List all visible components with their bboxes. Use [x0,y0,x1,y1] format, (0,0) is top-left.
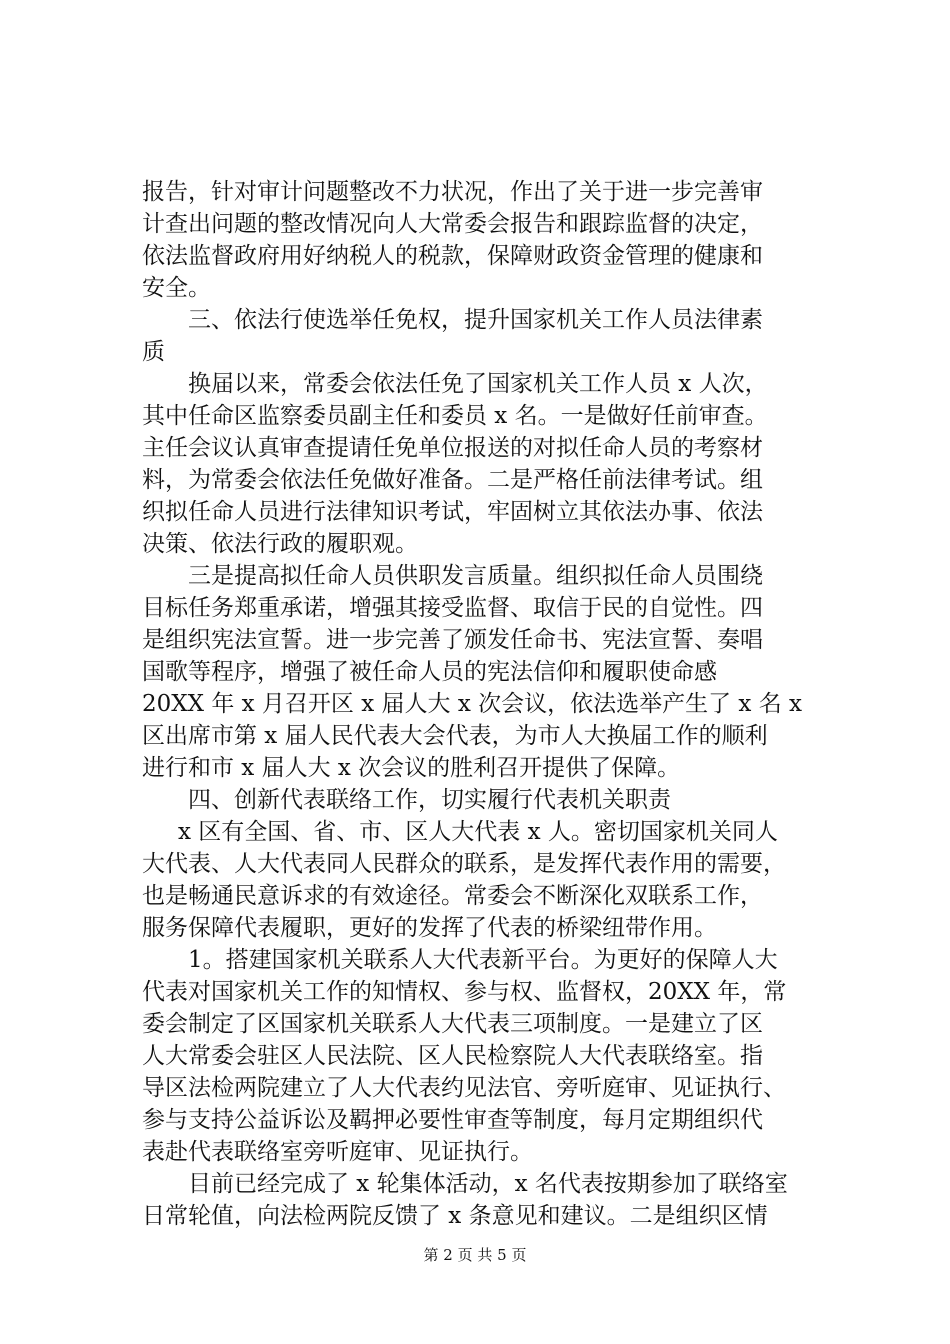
text-line: 导区法检两院建立了人大代表约见法官、旁听庭审、见证执行、 [142,1075,786,1101]
text-line: 区出席市第 x 届人民代表大会代表，为市人大换届工作的顺利 [142,723,768,749]
text-line: 目标任务郑重承诺，增强其接受监督、取信于民的自觉性。四 [142,595,763,621]
text-line: 进行和市 x 届人大 x 次会议的胜利召开提供了保障。 [142,755,681,781]
text-line: 服务保障代表履职，更好的发挥了代表的桥梁纽带作用。 [142,915,717,941]
text-line: x 区有全国、省、市、区人大代表 x 人。密切国家机关同人 [178,819,778,845]
text-line: 换届以来，常委会依法任免了国家机关工作人员 x 人次， [188,371,768,397]
section-heading: 三、依法行使选举任免权，提升国家机关工作人员法律素 [188,307,763,333]
text-line: 1。搭建国家机关联系人大代表新平台。为更好的保障人大 [188,947,778,973]
text-line: 三是提高拟任命人员供职发言质量。组织拟任命人员围绕 [188,563,763,589]
text-line: 参与支持公益诉讼及羁押必要性审查等制度，每月定期组织代 [142,1107,763,1133]
text-line: 大代表、人大代表同人民群众的联系，是发挥代表作用的需要， [142,851,786,877]
text-line: 也是畅通民意诉求的有效途径。常委会不断深化双联系工作， [142,883,763,909]
text-line: 报告，针对审计问题整改不力状况，作出了关于进一步完善审 [142,179,763,205]
text-line: 织拟任命人员进行法律知识考试，牢固树立其依法办事、依法 [142,499,763,525]
text-line: 料，为常委会依法任免做好准备。二是严格任前法律考试。组 [142,467,763,493]
text-line: 国歌等程序，增强了被任命人员的宪法信仰和履职使命感 [142,659,717,685]
text-line: 依法监督政府用好纳税人的税款，保障财政资金管理的健康和 [142,243,763,269]
section-heading-continued: 质 [142,339,165,365]
text-line: 日常轮值，向法检两院反馈了 x 条意见和建议。二是组织区情 [142,1203,768,1229]
text-line: 委会制定了区国家机关联系人大代表三项制度。一是建立了区 [142,1011,763,1037]
text-line: 表赴代表联络室旁听庭审、见证执行。 [142,1139,533,1165]
text-line: 目前已经完成了 x 轮集体活动，x 名代表按期参加了联络室 [188,1171,788,1197]
page-number-footer: 第 2 页 共 5 页 [423,1246,527,1264]
text-line: 计查出问题的整改情况向人大常委会报告和跟踪监督的决定， [142,211,763,237]
text-line: 决策、依法行政的履职观。 [142,531,418,557]
text-line: 安全。 [142,275,211,301]
text-line: 是组织宪法宣誓。进一步完善了颁发任命书、宪法宣誓、奏唱 [142,627,763,653]
text-line: 代表对国家机关工作的知情权、参与权、监督权，20XX 年，常 [142,979,787,1005]
section-heading: 四、创新代表联络工作，切实履行代表机关职责 [188,787,671,813]
text-line: 20XX 年 x 月召开区 x 届人大 x 次会议，依法选举产生了 x 名 x [142,691,802,717]
text-line: 人大常委会驻区人民法院、区人民检察院人大代表联络室。指 [142,1043,763,1069]
text-line: 主任会议认真审查提请任免单位报送的对拟任命人员的考察材 [142,435,763,461]
text-line: 其中任命区监察委员副主任和委员 x 名。一是做好任前审查。 [142,403,768,429]
